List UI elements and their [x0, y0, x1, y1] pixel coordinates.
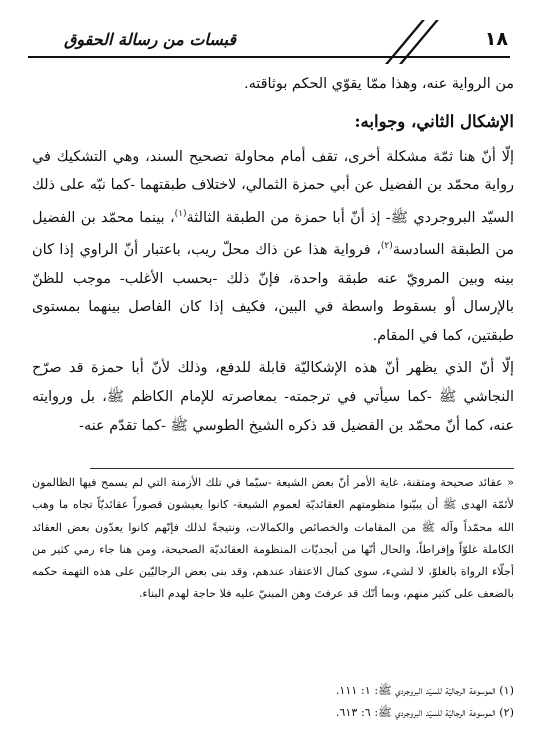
page-number: ١٨: [484, 28, 508, 50]
running-title: قبسات من رسالة الحقوق: [64, 30, 237, 49]
intro-paragraph: من الرواية عنه، وهذا ممّا يقوّي الحكم بوثاقته.: [244, 76, 514, 92]
footnote-continuation: [32, 472, 514, 606]
footnote-marker-2: (٢): [380, 241, 393, 252]
paragraph-1: [32, 143, 514, 351]
footnote-marker-1: (١): [174, 208, 187, 219]
paragraph-2: إلّا أنّ الذي يظهر أنّ هذه الإشكاليّة قابلة للدفع، وذلك لأنّ أبا حمزة قد صرّح النجاشي ﷺ -كما سيأتي في ترجمته- بمعاصرته للإمام الكاظم ﷺ، بل وروايته عنه، كما أنّ محمّد بن الفضيل قد ذكره الشيخ الطوسي ﷺ -كما تقدّم عنه-: [32, 360, 514, 434]
paragraph-1-part-b: ، بينما محمّد بن الفضيل من الطبقة السادسة: [32, 209, 514, 258]
section-heading: الإشكال الثاني، وجوابه:: [354, 111, 514, 131]
paragraph-1-part-c: ، فرواية هذا عن ذاك محلّ ريب، باعتبار أنّ الراوي إذا كان بينه وبين المرويّ عنه طبقة واحدة، فإنّ ذلك -بحسب الأغلب- موجب للظنّ بالإرسال أو بسقوط واسطة في البين، فكيف إذا كان الفاصل بينهما بمستوى طبقتين، كما في المقام.: [32, 241, 514, 344]
footnote-ref-1: (١) الموسوعة الرجاليّة للسيّد البروجردي ﷺ: ١: ١١١.: [335, 684, 514, 697]
footnote-ref-2: (٢) الموسوعة الرجاليّة للسيّد البروجردي ﷺ: ٦: ٦١٣.: [335, 706, 514, 719]
paragraph-1-part-a: إلّا أنّ هنا ثمّة مشكلة أخرى، تقف أمام محاولة تصحيح السند، وهي التشكيك في رواية محمّد بن الفضيل عن أبي حمزة الثمالي، لاختلاف طبقتهما -كما نبّه على ذلك السيّد البروجردي ﷺ- إذ أنّ أبا حمزة من الطبقة الثالثة: [32, 148, 514, 226]
header-rule: [28, 56, 510, 58]
footnote-separator: [90, 468, 514, 469]
footnote-references: [300, 680, 514, 724]
footnote-continuation-text: « عقائد صحيحة ومتقنة، غاية الأمر أنّ بعض الشيعة -سيّما في تلك الأزمنة التي لم يسمح فيها الظالمون لأئمّة الهدى ﷺ أن يبيّنوا منظومتهم العقائديّة لعموم الشيعة- كانوا يعيشون قصوراً عقائديّاً تجاه ما وهب الله محمّداً وآله ﷺ من المقامات والخصائص والكمالات، ونتيجةً لذلك فإنّهم كانوا يعدّون بعض العقائد الكاملة غلوّاً وإفراطاً، والحال أنّها من أبجديّات المنظومة العقائديّة الصحيحة، ومن هنا جاء رمي كثير من أجلّاء الرواة بالغلوّ، لا لشيء، سوى كمال الاعتقاد عندهم، وقد بنى بعض الرجاليّين على هذه التهمة حكمه بالضعف على كثير منهم، وبما أنّك قد عرفتَ وهن المبنيّ عليه فلا حاجة لهدم البناء.: [32, 476, 514, 601]
main-text: [32, 70, 514, 440]
